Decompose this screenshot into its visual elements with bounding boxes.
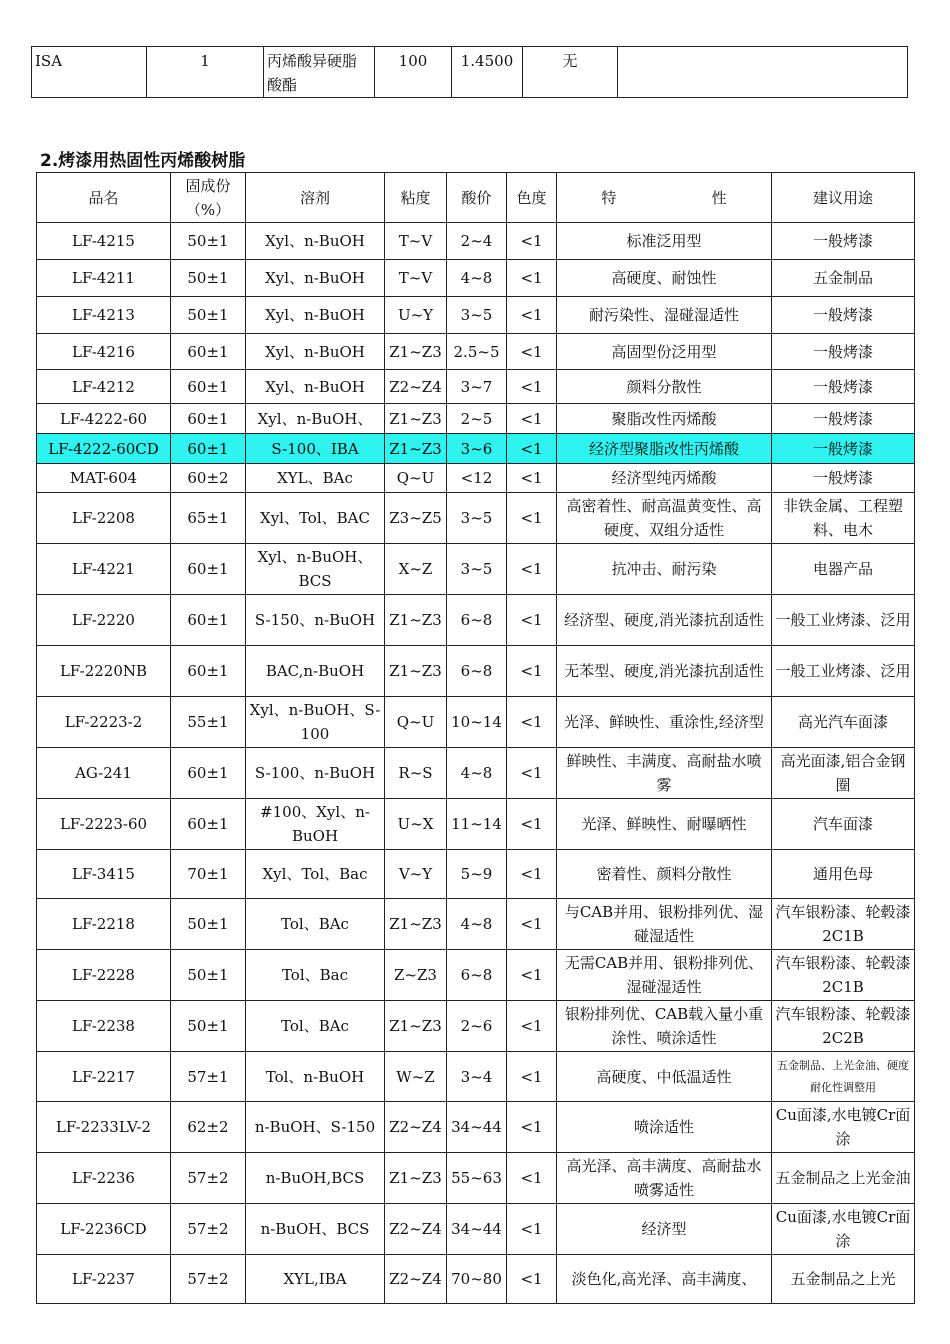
resin-table (36, 172, 915, 1304)
cell-use: 高光汽车面漆 (772, 697, 915, 748)
header-color: 色度 (507, 173, 557, 223)
table-row (37, 850, 915, 899)
cell-feature: 标准泛用型 (557, 223, 772, 260)
cell-solvent: n-BuOH、S-150 (246, 1102, 385, 1153)
header-solvent: 溶剂 (246, 173, 385, 223)
previous-table-row (31, 46, 908, 98)
cell-use: 一般烤漆 (772, 370, 915, 404)
table-row (37, 1255, 915, 1304)
cell-solvent: Xyl、n-BuOH、S-100 (246, 697, 385, 748)
cell-solvent: Xyl、Tol、Bac (246, 850, 385, 899)
cell-name: LF-3415 (37, 850, 171, 899)
cell-solvent: Xyl、n-BuOH (246, 260, 385, 297)
cell-viscosity: Z1~Z3 (385, 434, 447, 464)
cell-qty: 1 (147, 47, 264, 98)
cell-solid: 50±1 (171, 950, 246, 1001)
cell-solvent: Tol、BAc (246, 899, 385, 950)
cell-solid: 50±1 (171, 260, 246, 297)
cell-viscosity: W~Z (385, 1052, 447, 1102)
cell-acid: 5~9 (447, 850, 507, 899)
cell-solid: 55±1 (171, 697, 246, 748)
cell-solid: 60±1 (171, 404, 246, 434)
cell-feature: 鲜映性、丰满度、高耐盐水喷雾 (557, 748, 772, 799)
cell-use: 汽车银粉漆、轮毂漆2C1B (772, 950, 915, 1001)
cell-color: <1 (507, 1052, 557, 1102)
cell-use: 一般烤漆 (772, 334, 915, 370)
cell-name: LF-2236 (37, 1153, 171, 1204)
header-use: 建议用途 (772, 173, 915, 223)
table-row (37, 493, 915, 544)
cell-ri: 1.4500 (452, 47, 523, 98)
cell-use: 一般工业烤漆、泛用 (772, 646, 915, 697)
cell-viscosity: Z1~Z3 (385, 646, 447, 697)
cell-viscosity: Z1~Z3 (385, 899, 447, 950)
cell-feature: 经济型、硬度,消光漆抗刮适性 (557, 595, 772, 646)
cell-viscosity: Z~Z3 (385, 950, 447, 1001)
cell-feature: 经济型聚脂改性丙烯酸 (557, 434, 772, 464)
cell-pct: 100 (375, 47, 452, 98)
cell-solvent: Xyl、n-BuOH、BCS (246, 544, 385, 595)
cell-solvent: Tol、n-BuOH (246, 1052, 385, 1102)
header-acid: 酸价 (447, 173, 507, 223)
cell-name: LF-2223-60 (37, 799, 171, 850)
cell-viscosity: Z1~Z3 (385, 334, 447, 370)
cell-name: LF-2233LV-2 (37, 1102, 171, 1153)
table-row (37, 899, 915, 950)
cell-viscosity: Z1~Z3 (385, 1001, 447, 1052)
cell-solvent: Xyl、n-BuOH (246, 370, 385, 404)
cell-color: <1 (507, 1102, 557, 1153)
table-row (37, 370, 915, 404)
cell-acid: 6~8 (447, 595, 507, 646)
cell-viscosity: Z2~Z4 (385, 370, 447, 404)
cell-acid: 34~44 (447, 1204, 507, 1255)
cell-name: LF-4212 (37, 370, 171, 404)
cell-use: Cu面漆,水电镀Cr面涂 (772, 1204, 915, 1255)
cell-color: <1 (507, 464, 557, 493)
cell-acid: 34~44 (447, 1102, 507, 1153)
cell-acid: 6~8 (447, 646, 507, 697)
cell-feature: 高光泽、高丰满度、高耐盐水喷雾适性 (557, 1153, 772, 1204)
cell-solvent: XYL,IBA (246, 1255, 385, 1304)
cell-feature: 颜料分散性 (557, 370, 772, 404)
cell-name: AG-241 (37, 748, 171, 799)
cell-solvent: Tol、Bac (246, 950, 385, 1001)
cell-solvent: n-BuOH、BCS (246, 1204, 385, 1255)
cell-color: <1 (507, 1153, 557, 1204)
cell-use: 五金制品之上光 (772, 1255, 915, 1304)
cell-use: 一般烤漆 (772, 297, 915, 334)
cell-use: 五金制品 (772, 260, 915, 297)
cell-solid: 60±1 (171, 334, 246, 370)
cell-color: <1 (507, 1204, 557, 1255)
header-row (37, 173, 915, 223)
cell-feature: 高固型份泛用型 (557, 334, 772, 370)
cell-solvent: XYL、BAc (246, 464, 385, 493)
cell-solid: 57±2 (171, 1255, 246, 1304)
cell-solid: 60±1 (171, 595, 246, 646)
cell-acid: 2~5 (447, 404, 507, 434)
cell-color: <1 (507, 223, 557, 260)
cell-solid: 65±1 (171, 493, 246, 544)
cell-use: 一般烤漆 (772, 223, 915, 260)
cell-viscosity: Q~U (385, 464, 447, 493)
cell-color: <1 (507, 544, 557, 595)
cell-feature: 高硬度、中低温适性 (557, 1052, 772, 1102)
cell-note (618, 47, 908, 98)
cell-acid: 4~8 (447, 899, 507, 950)
table-row (37, 595, 915, 646)
cell-solvent: S-100、n-BuOH (246, 748, 385, 799)
cell-solvent: S-100、IBA (246, 434, 385, 464)
cell-name: LF-2220NB (37, 646, 171, 697)
cell-acid: 10~14 (447, 697, 507, 748)
cell-feature: 高硬度、耐蚀性 (557, 260, 772, 297)
cell-feature: 光泽、鲜映性、重涂性,经济型 (557, 697, 772, 748)
cell-acid: 3~6 (447, 434, 507, 464)
cell-solid: 57±2 (171, 1153, 246, 1204)
cell-color: <1 (507, 260, 557, 297)
cell-feature: 耐污染性、湿碰湿适性 (557, 297, 772, 334)
cell-solvent: Xyl、n-BuOH (246, 297, 385, 334)
cell-feature: 无需CAB并用、银粉排列优、湿碰湿适性 (557, 950, 772, 1001)
table-row (37, 297, 915, 334)
cell-solid: 50±1 (171, 899, 246, 950)
table-row (32, 47, 908, 98)
cell-viscosity: Z3~Z5 (385, 493, 447, 544)
cell-use: 高光面漆,铝合金钢圈 (772, 748, 915, 799)
cell-name: LF-2217 (37, 1052, 171, 1102)
cell-solid: 50±1 (171, 223, 246, 260)
cell-color: <1 (507, 493, 557, 544)
table-row (37, 404, 915, 434)
cell-solid: 60±1 (171, 370, 246, 404)
cell-feature: 与CAB并用、银粉排列优、湿碰湿适性 (557, 899, 772, 950)
cell-viscosity: U~X (385, 799, 447, 850)
cell-color: <1 (507, 899, 557, 950)
cell-viscosity: Z2~Z4 (385, 1204, 447, 1255)
cell-use: 五金制品之上光金油 (772, 1153, 915, 1204)
cell-color: <1 (507, 434, 557, 464)
cell-viscosity: X~Z (385, 544, 447, 595)
cell-feature: 密着性、颜料分散性 (557, 850, 772, 899)
cell-solid: 57±1 (171, 1052, 246, 1102)
table-row (37, 1001, 915, 1052)
cell-solid: 60±1 (171, 799, 246, 850)
cell-acid: 2.5~5 (447, 334, 507, 370)
cell-solvent: n-BuOH,BCS (246, 1153, 385, 1204)
header-solid: 固成份（%） (171, 173, 246, 223)
cell-acid: <12 (447, 464, 507, 493)
cell-solid: 62±2 (171, 1102, 246, 1153)
cell-viscosity: T~V (385, 260, 447, 297)
cell-viscosity: R~S (385, 748, 447, 799)
cell-use: Cu面漆,水电镀Cr面涂 (772, 1102, 915, 1153)
cell-name: LF-2236CD (37, 1204, 171, 1255)
cell-use: 汽车银粉漆、轮毂漆2C2B (772, 1001, 915, 1052)
table-row (37, 260, 915, 297)
cell-name: LF-2238 (37, 1001, 171, 1052)
cell-solvent: S-150、n-BuOH (246, 595, 385, 646)
cell-feature: 喷涂适性 (557, 1102, 772, 1153)
cell-solvent: Xyl、n-BuOH (246, 334, 385, 370)
table-row (37, 544, 915, 595)
table-row (37, 646, 915, 697)
cell-use: 非铁金属、工程塑料、电木 (772, 493, 915, 544)
cell-use: 五金制品、上光金油、硬度耐化性调整用 (772, 1052, 915, 1102)
cell-name: LF-4221 (37, 544, 171, 595)
cell-color: <1 (507, 697, 557, 748)
cell-solvent: Xyl、Tol、BAC (246, 493, 385, 544)
cell-viscosity: Z1~Z3 (385, 595, 447, 646)
header-name: 品名 (37, 173, 171, 223)
cell-color: <1 (507, 595, 557, 646)
table-row (37, 697, 915, 748)
table-row (37, 434, 915, 464)
cell-feature: 光泽、鲜映性、耐曝晒性 (557, 799, 772, 850)
cell-name: ISA (32, 47, 147, 98)
cell-acid: 6~8 (447, 950, 507, 1001)
cell-feature: 聚脂改性丙烯酸 (557, 404, 772, 434)
cell-acid: 3~5 (447, 544, 507, 595)
cell-acid: 4~8 (447, 748, 507, 799)
cell-use: 一般烤漆 (772, 404, 915, 434)
cell-color: <1 (507, 646, 557, 697)
cell-name: LF-4222-60 (37, 404, 171, 434)
cell-solid: 70±1 (171, 850, 246, 899)
cell-viscosity: T~V (385, 223, 447, 260)
cell-name: LF-4215 (37, 223, 171, 260)
table-row (37, 1102, 915, 1153)
table-row (37, 334, 915, 370)
table-row (37, 223, 915, 260)
cell-viscosity: Z1~Z3 (385, 404, 447, 434)
cell-solid: 57±2 (171, 1204, 246, 1255)
cell-viscosity: Z2~Z4 (385, 1255, 447, 1304)
cell-viscosity: Z2~Z4 (385, 1102, 447, 1153)
cell-solvent: Xyl、n-BuOH、 (246, 404, 385, 434)
cell-solid: 60±2 (171, 464, 246, 493)
table-row (37, 748, 915, 799)
cell-acid: 3~5 (447, 493, 507, 544)
cell-use: 一般工业烤漆、泛用 (772, 595, 915, 646)
cell-acid: 11~14 (447, 799, 507, 850)
cell-solvent: Tol、BAc (246, 1001, 385, 1052)
cell-feature: 高密着性、耐高温黄变性、高硬度、双组分适性 (557, 493, 772, 544)
cell-viscosity: U~Y (385, 297, 447, 334)
cell-solid: 60±1 (171, 646, 246, 697)
cell-name: LF-4216 (37, 334, 171, 370)
cell-color: <1 (507, 799, 557, 850)
table-row (37, 1153, 915, 1204)
cell-solid: 50±1 (171, 297, 246, 334)
cell-odor: 无 (523, 47, 618, 98)
cell-feature: 淡色化,高光泽、高丰满度、 (557, 1255, 772, 1304)
cell-solid: 60±1 (171, 748, 246, 799)
cell-acid: 2~6 (447, 1001, 507, 1052)
cell-solid: 50±1 (171, 1001, 246, 1052)
cell-name: LF-4222-60CD (37, 434, 171, 464)
cell-name: LF-2208 (37, 493, 171, 544)
cell-color: <1 (507, 297, 557, 334)
cell-use: 一般烤漆 (772, 464, 915, 493)
table-row (37, 950, 915, 1001)
cell-feature: 银粉排列优、CAB载入量小重涂性、喷涂适性 (557, 1001, 772, 1052)
cell-color: <1 (507, 850, 557, 899)
cell-color: <1 (507, 950, 557, 1001)
cell-acid: 70~80 (447, 1255, 507, 1304)
cell-feature: 经济型 (557, 1204, 772, 1255)
cell-acid: 4~8 (447, 260, 507, 297)
cell-use: 汽车面漆 (772, 799, 915, 850)
table-row (37, 1052, 915, 1102)
cell-name: LF-2228 (37, 950, 171, 1001)
cell-color: <1 (507, 334, 557, 370)
table-row (37, 799, 915, 850)
cell-acid: 3~4 (447, 1052, 507, 1102)
cell-name: LF-2223-2 (37, 697, 171, 748)
cell-acid: 2~4 (447, 223, 507, 260)
cell-name: LF-2237 (37, 1255, 171, 1304)
cell-name: LF-4213 (37, 297, 171, 334)
cell-name: LF-2220 (37, 595, 171, 646)
cell-solvent: BAC,n-BuOH (246, 646, 385, 697)
cell-use: 通用色母 (772, 850, 915, 899)
header-viscosity: 粘度 (385, 173, 447, 223)
cell-solvent: Xyl、n-BuOH (246, 223, 385, 260)
table-row (37, 464, 915, 493)
cell-use: 汽车银粉漆、轮毂漆2C1B (772, 899, 915, 950)
cell-viscosity: Q~U (385, 697, 447, 748)
cell-color: <1 (507, 370, 557, 404)
cell-feature: 无苯型、硬度,消光漆抗刮适性 (557, 646, 772, 697)
cell-acid: 55~63 (447, 1153, 507, 1204)
cell-acid: 3~7 (447, 370, 507, 404)
header-feature: 特 性 (557, 173, 772, 223)
cell-acid: 3~5 (447, 297, 507, 334)
cell-use: 电器产品 (772, 544, 915, 595)
cell-desc: 丙烯酸异硬脂酸酯 (264, 47, 375, 98)
cell-use: 一般烤漆 (772, 434, 915, 464)
cell-viscosity: V~Y (385, 850, 447, 899)
cell-color: <1 (507, 748, 557, 799)
cell-name: LF-4211 (37, 260, 171, 297)
cell-solid: 60±1 (171, 434, 246, 464)
cell-feature: 抗冲击、耐污染 (557, 544, 772, 595)
cell-solvent: #100、Xyl、n-BuOH (246, 799, 385, 850)
cell-color: <1 (507, 1255, 557, 1304)
cell-viscosity: Z1~Z3 (385, 1153, 447, 1204)
cell-name: LF-2218 (37, 899, 171, 950)
cell-solid: 60±1 (171, 544, 246, 595)
table-row (37, 1204, 915, 1255)
cell-color: <1 (507, 1001, 557, 1052)
section-title: 2.烤漆用热固性丙烯酸树脂 (40, 151, 246, 171)
cell-feature: 经济型纯丙烯酸 (557, 464, 772, 493)
cell-color: <1 (507, 404, 557, 434)
cell-name: MAT-604 (37, 464, 171, 493)
